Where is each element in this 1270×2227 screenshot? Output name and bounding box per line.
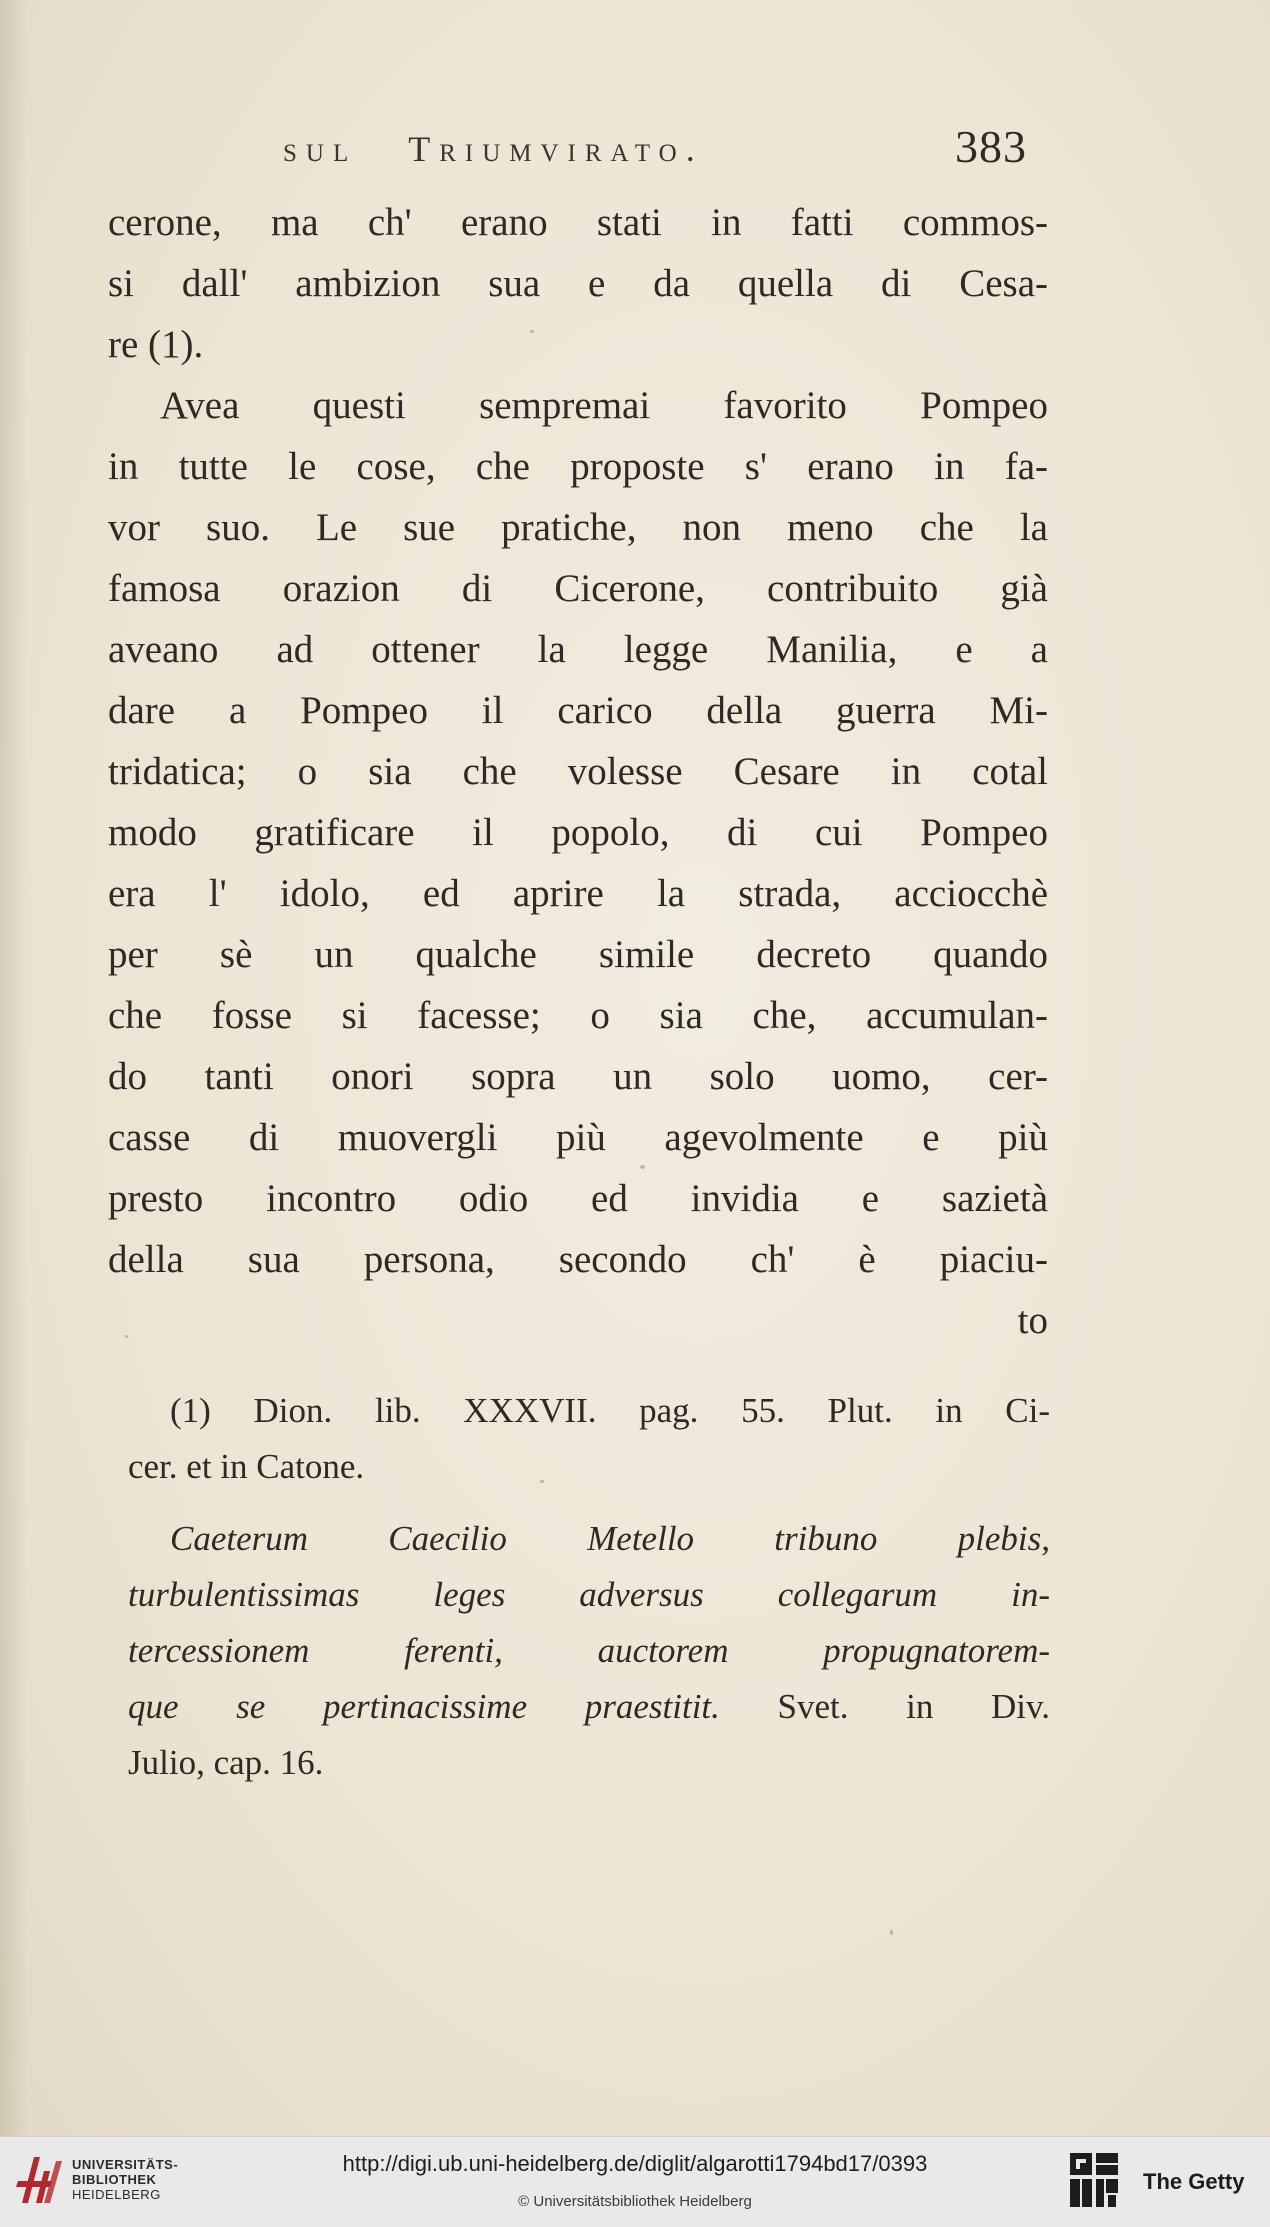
text-line: aveano ad ottener la legge Manilia, e a xyxy=(108,628,1048,671)
text-line: modo gratificare il popolo, di cui Pompeo xyxy=(108,811,1048,854)
text-line: famosa orazion di Cicerone, contribuito già xyxy=(108,567,1048,610)
text-line: presto incontro odio ed invidia e sazietà xyxy=(108,1177,1048,1220)
heidelberg-logo-icon xyxy=(14,2151,64,2211)
text-line: per sè un qualche simile decreto quando xyxy=(108,933,1048,976)
text-line: era l' idolo, ed aprire la strada, acciocchè xyxy=(108,872,1048,915)
text-line: si dall' ambizion sua e da quella di Cesa- xyxy=(108,262,1048,305)
footnote-quote-italic: que se pertinacissime praestitit. xyxy=(128,1687,720,1726)
institution-line: UNIVERSITÄTS- xyxy=(72,2157,179,2172)
footnote-line: cer. et in Catone. xyxy=(128,1447,365,1486)
footnote-block xyxy=(128,1383,1050,1791)
text-line: della sua persona, secondo ch' è piaciu- xyxy=(108,1238,1048,1281)
text-line: dare a Pompeo il carico della guerra Mi- xyxy=(108,689,1048,732)
footnote-quote-line: tercessionem ferenti, auctorem propugnatorem- xyxy=(128,1631,1050,1670)
footer-bar xyxy=(0,2136,1270,2227)
paper-speck xyxy=(890,1930,893,1935)
text-line: casse di muovergli più agevolmente e più xyxy=(108,1116,1048,1159)
running-head xyxy=(283,128,704,170)
text-line: re (1). xyxy=(108,323,204,366)
institution-line: BIBLIOTHEK xyxy=(72,2172,157,2187)
footnote-quote-line: Caeterum Caecilio Metello tribuno plebis, xyxy=(170,1519,1050,1558)
text-line: cerone, ma ch' erano stati in fatti commos- xyxy=(108,201,1048,244)
footnote-line: Julio, cap. 16. xyxy=(128,1743,324,1782)
institution-line: HEIDELBERG xyxy=(72,2187,161,2202)
partner-name: The Getty xyxy=(1143,2169,1245,2194)
copyright-notice: © Universitätsbibliothek Heidelberg xyxy=(518,2193,752,2210)
text-line: in tutte le cose, che proposte s' erano in fa- xyxy=(108,445,1048,488)
footnote-quote-line xyxy=(128,1679,1050,1735)
text-line: che fosse si facesse; o sia che, accumulan- xyxy=(108,994,1048,1037)
running-head-lead: sul xyxy=(283,129,358,169)
text-line: do tanti onori sopra un solo uomo, cer- xyxy=(108,1055,1048,1098)
catchword: to xyxy=(1017,1299,1048,1342)
body-text xyxy=(108,192,1048,1351)
footnote-quote-line: turbulentissimas leges adversus collegarum in- xyxy=(128,1575,1050,1614)
getty-logo-icon xyxy=(1068,2151,1124,2211)
text-line: vor suo. Le sue pratiche, non meno che la xyxy=(108,506,1048,549)
text-line: tridatica; o sia che volesse Cesare in cotal xyxy=(108,750,1048,793)
footnote-citation: Svet. in Div. xyxy=(719,1687,1050,1726)
running-head-title: Triumvirato. xyxy=(408,129,704,169)
permalink[interactable]: http://digi.ub.uni-heidelberg.de/diglit/algarotti1794bd17/0393 xyxy=(342,2151,928,2176)
page-number: 383 xyxy=(955,121,1027,172)
gutter-shadow xyxy=(0,0,28,2136)
institution-name xyxy=(72,2157,178,2202)
footnote-line: (1) Dion. lib. XXXVII. pag. 55. Plut. in Ci- xyxy=(170,1391,1050,1430)
text-line: Avea questi sempremai favorito Pompeo xyxy=(160,384,1048,427)
